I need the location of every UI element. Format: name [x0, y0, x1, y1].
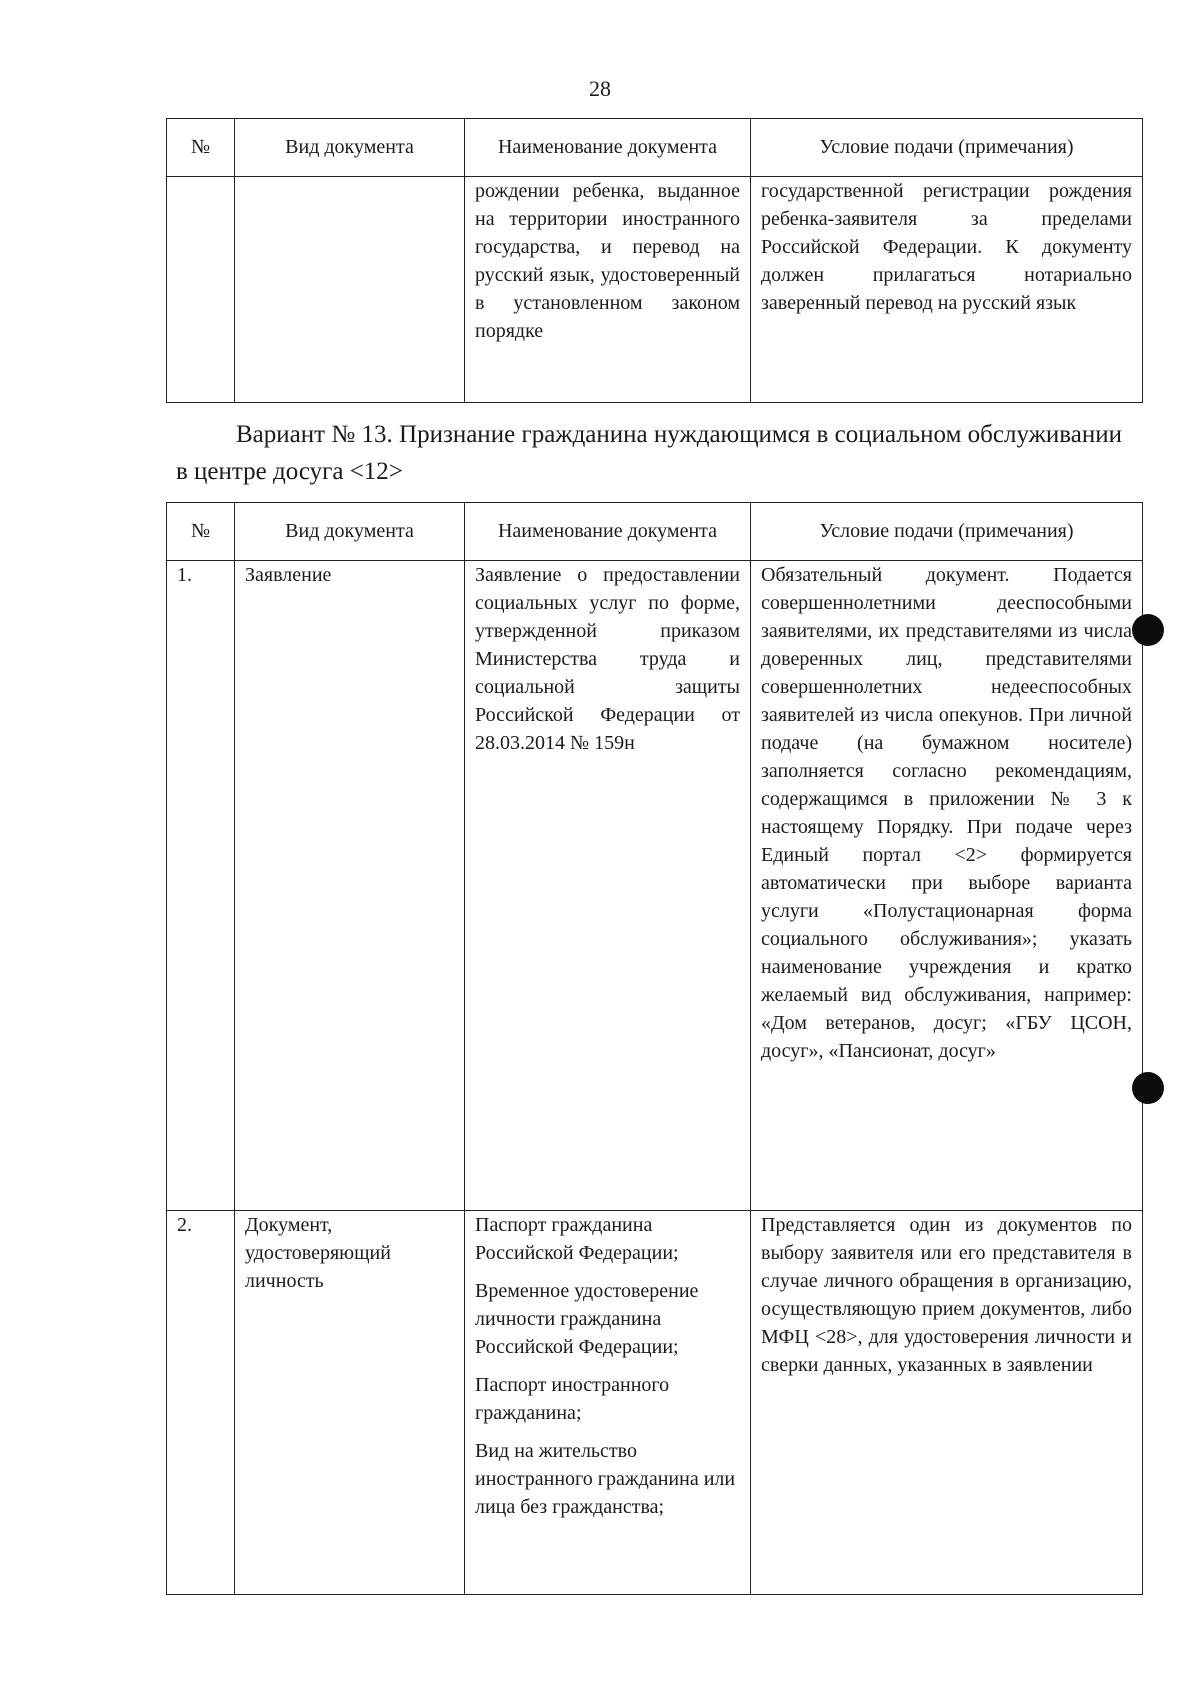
cell-condition: Обязательный документ. Подается совершеннолетними дееспособными заявителями, их представителями из числа доверенных лиц, представителями совершеннолетних недееспособных заявителей из числа опекунов. При личной подаче (на бумажном носителе) заполняется согласно рекомендациям, содержащимся в приложении № 3 к настоящему Порядку. При подаче через Единый портал <2> формируется автоматически при выборе варианта услуги «Полустационарная форма социального обслуживания»; указать наименование учреждения и кратко желаемый вид обслуживания, например: «Дом ветеранов, досуг; «ГБУ ЦСОН, досуг», «Пансионат, досуг»: [751, 561, 1143, 1211]
header-condition: Условие подачи (примечания): [751, 503, 1143, 561]
table-row: [167, 561, 1143, 1211]
documents-table: [166, 502, 1143, 1595]
table-row: [167, 177, 1143, 403]
doc-name-item: Заявление о предоставлении социальных услуг по форме, утвержденной приказом Министерства труда и социальной защиты Российской Федерации от 28.03.2014 № 159н: [475, 564, 740, 754]
table-row: [167, 1211, 1143, 1595]
header-condition: Условие подачи (примечания): [751, 119, 1143, 177]
cell-doc-name: [465, 1211, 751, 1595]
punch-hole-mark: [1132, 1072, 1164, 1104]
header-num: №: [167, 503, 235, 561]
page-number: 28: [589, 76, 611, 101]
cell-num: [167, 177, 235, 403]
cell-doc-type: Документ, удостоверяющий личность: [235, 1211, 465, 1595]
cell-condition: Представляется один из документов по выбору заявителя или его представителя в случае личного обращения в организацию, осуществляющую прием документов, либо МФЦ <28>, для удостоверения личности и сверки данных, указанных в заявлении: [751, 1211, 1143, 1595]
cell-num: 1.: [167, 561, 235, 1211]
header-doc-name: Наименование документа: [465, 503, 751, 561]
doc-name-item: Вид на жительство иностранного гражданина или лица без гражданства;: [475, 1440, 736, 1518]
punch-hole-mark: [1132, 614, 1164, 646]
cell-num: 2.: [167, 1211, 235, 1595]
header-num: №: [167, 119, 235, 177]
doc-name-item: Паспорт иностранного гражданина;: [475, 1374, 670, 1424]
doc-name-item: Временное удостоверение личности гражданина Российской Федерации;: [475, 1280, 699, 1358]
cell-condition: государственной регистрации рождения ребенка-заявителя за пределами Российской Федерации. К документу должен прилагаться нотариально заверенный перевод на русский язык: [751, 177, 1143, 403]
header-doc-type: Вид документа: [235, 503, 465, 561]
cell-doc-type: [235, 177, 465, 403]
doc-name-item: Паспорт гражданина Российской Федерации;: [475, 1214, 679, 1264]
cell-doc-name: [465, 561, 751, 1211]
header-doc-type: Вид документа: [235, 119, 465, 177]
cell-doc-type: Заявление: [235, 561, 465, 1211]
table-header-row: [167, 503, 1143, 561]
continuation-table: [166, 118, 1143, 403]
header-doc-name: Наименование документа: [465, 119, 751, 177]
table-header-row: [167, 119, 1143, 177]
variant-heading: Вариант № 13. Признание гражданина нуждающимся в социальном обслуживании в центре досуга <12>: [176, 421, 1122, 485]
cell-doc-name: рождении ребенка, выданное на территории иностранного государства, и перевод на русский язык, удостоверенный в установленном законом порядке: [465, 177, 751, 403]
